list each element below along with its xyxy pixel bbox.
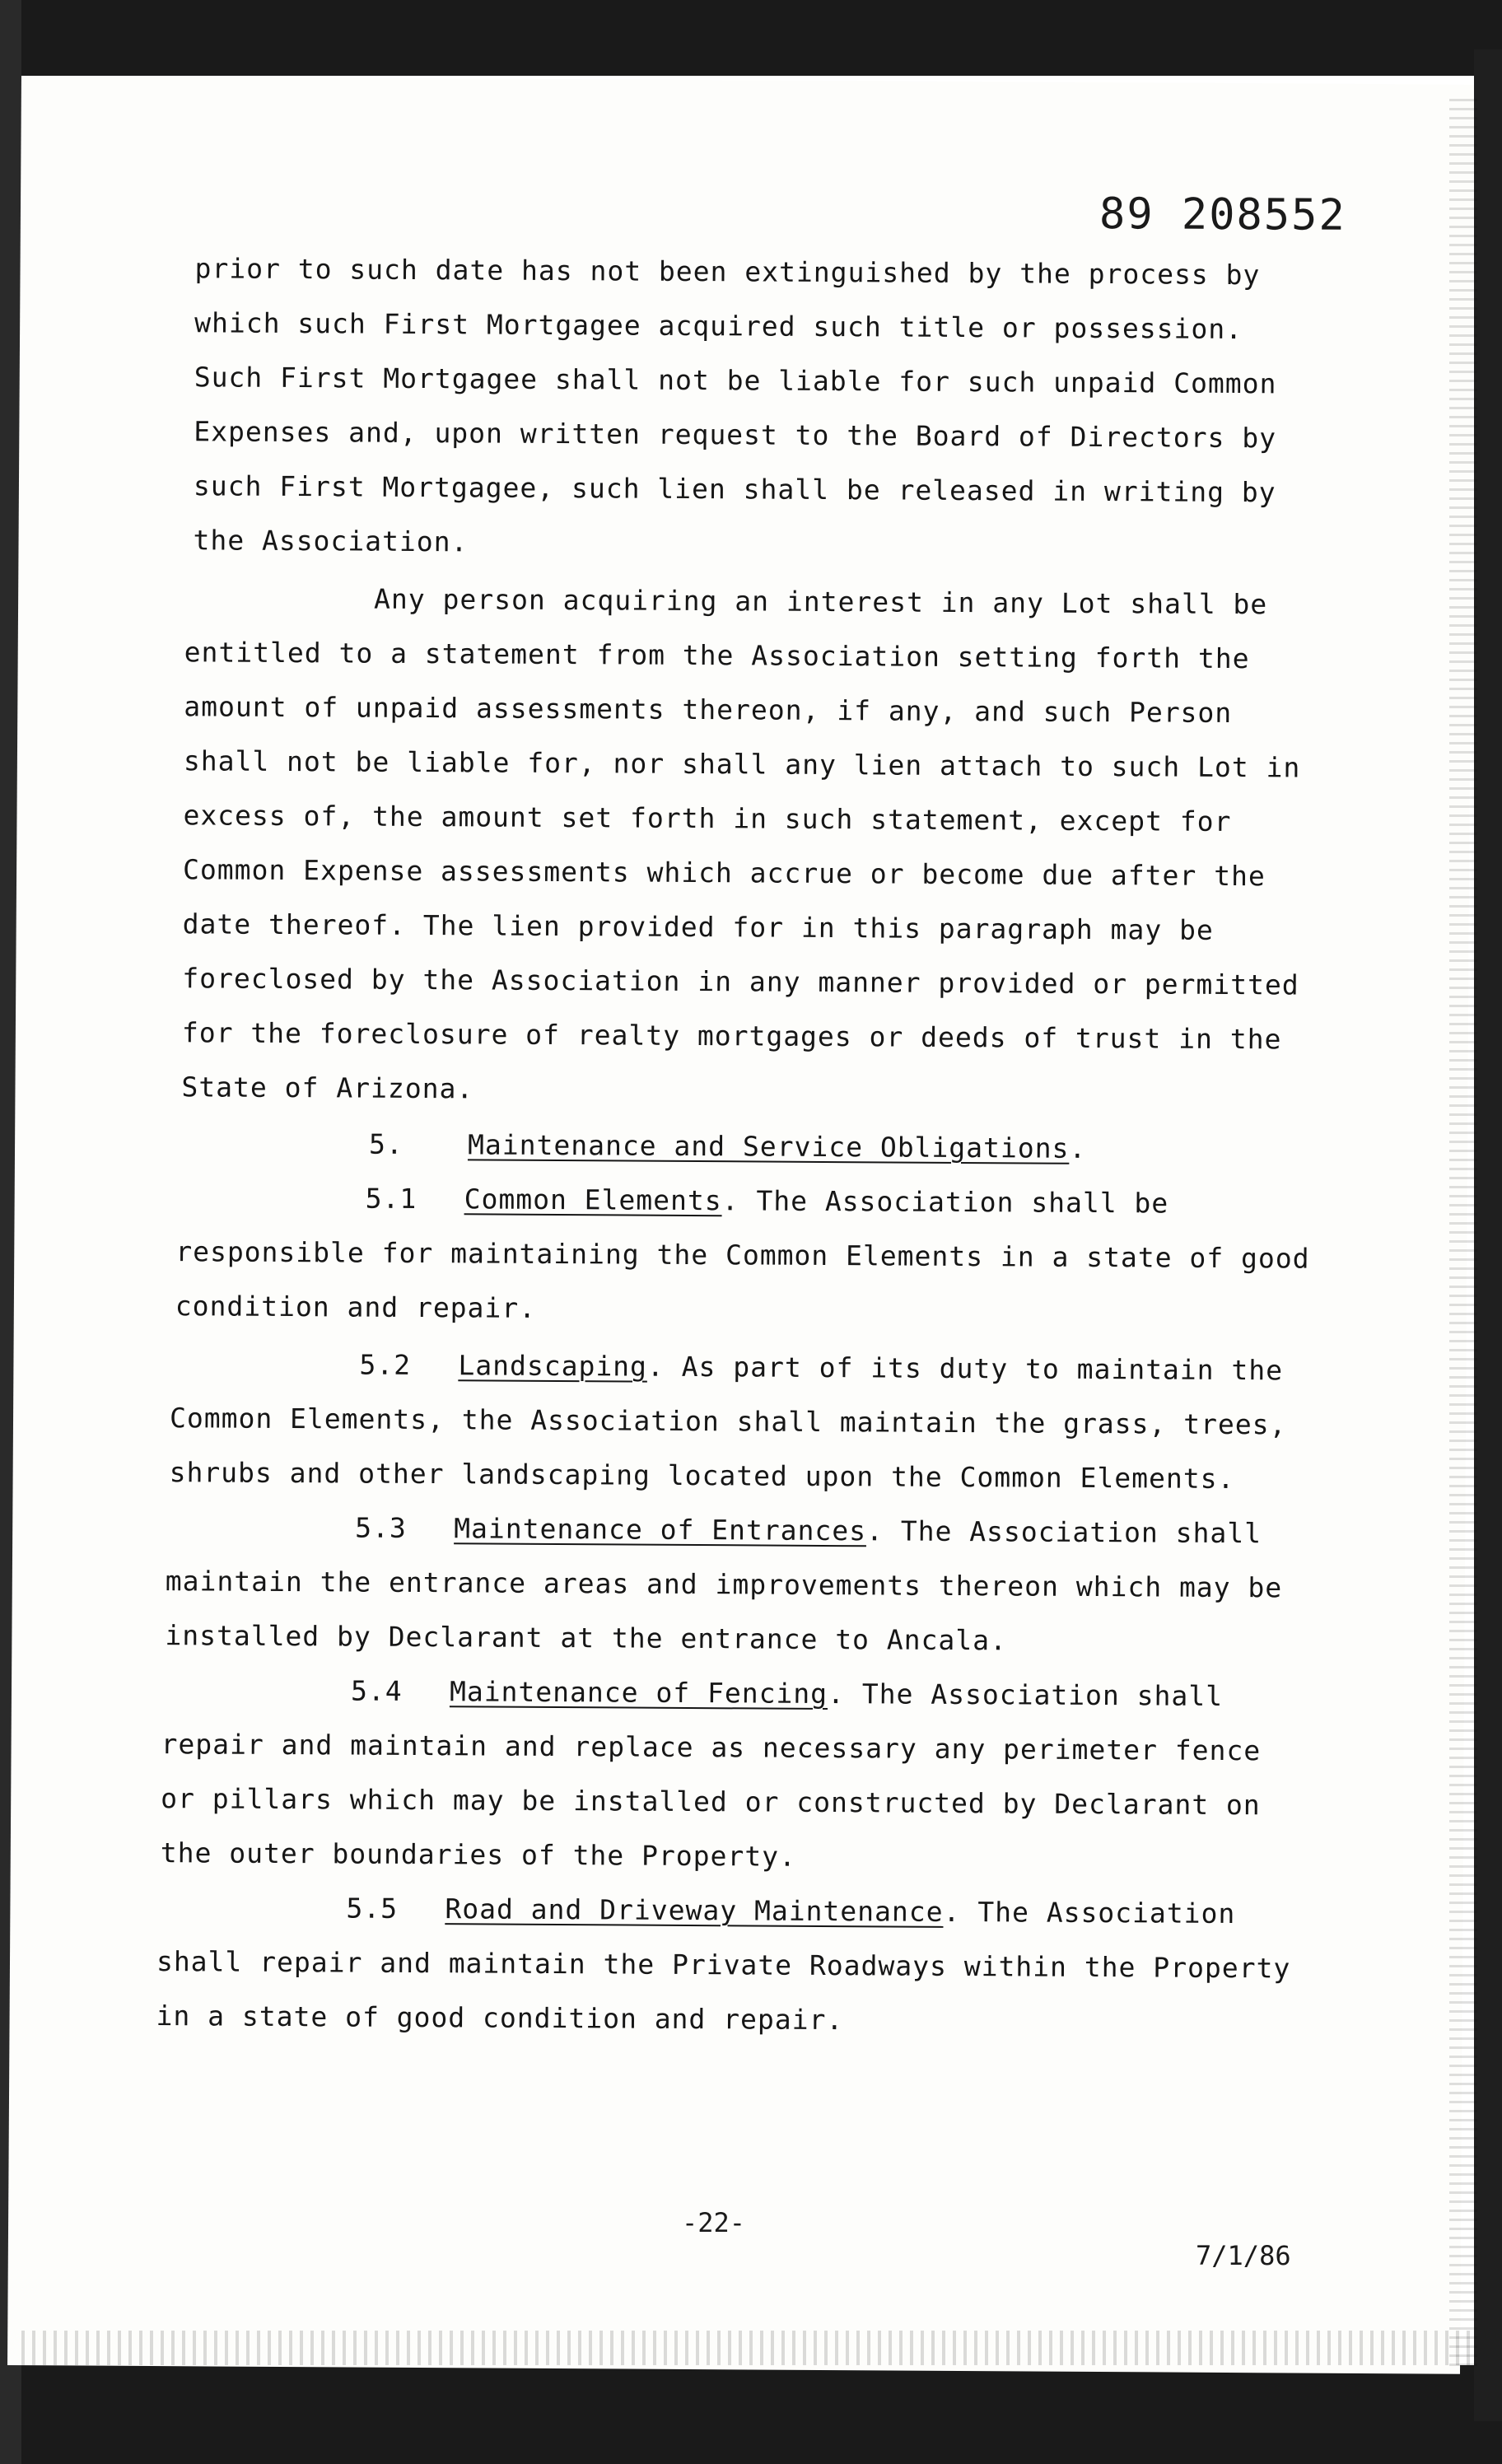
section-lead-text: . As part of its duty to maintain the: [646, 1350, 1284, 1387]
text-line: repair and maintain and replace as necessary any perimeter fence: [161, 1728, 1262, 1767]
scan-noise-right: [1449, 99, 1477, 2372]
section-number: 5.2: [359, 1348, 412, 1381]
section-number: 5.3: [355, 1511, 407, 1544]
section-5-3: [165, 1500, 1318, 1670]
section-title: Landscaping: [458, 1349, 648, 1383]
section-5-2: [169, 1337, 1322, 1507]
text-line: maintain the entrance areas and improvements thereon which may be: [165, 1565, 1283, 1604]
text-line: Such First Mortgagee shall not be liable for such unpaid Common: [194, 361, 1277, 400]
text-line: which such First Mortgagee acquired such title or possession.: [194, 306, 1243, 346]
text-line: shall not be liable for, nor shall any lien attach to such Lot in: [183, 744, 1301, 784]
scan-border-top: [0, 0, 1502, 76]
paragraph-lien-continuation: [193, 241, 1347, 575]
text-line: or pillars which may be installed or constructed by Declarant on: [161, 1782, 1261, 1822]
section-5-4: [161, 1663, 1315, 1888]
revision-date: 7/1/86: [1196, 2240, 1291, 2271]
text-line: entitled to a statement from the Association setting forth the: [184, 636, 1250, 675]
scan-border-bottom: [0, 2365, 1502, 2464]
page-number: -22-: [682, 2207, 746, 2238]
text-line: Any person acquiring an interest in any Lot shall be: [374, 582, 1268, 621]
text-line: for the foreclosure of realty mortgages or deeds of trust in the: [181, 1016, 1282, 1056]
text-line: amount of unpaid assessments thereon, if any, and such Person: [184, 690, 1233, 729]
section-title-end: .: [1069, 1132, 1087, 1164]
section-number: 5.: [368, 1127, 403, 1160]
section-title: Maintenance of Fencing: [449, 1675, 828, 1710]
text-line: date thereof. The lien provided for in this paragraph may be: [182, 908, 1214, 946]
text-line: the Association.: [193, 524, 469, 558]
text-line: shrubs and other landscaping located upon the Common Elements.: [169, 1456, 1235, 1496]
text-line: State of Arizona.: [181, 1071, 474, 1105]
section-lead-text: . The Association shall be: [721, 1184, 1169, 1220]
text-line: shall repair and maintain the Private Roadways within the Property: [156, 1945, 1291, 1985]
document-sheet: [7, 76, 1474, 2374]
text-line: installed by Declarant at the entrance to Ancala.: [165, 1619, 1008, 1657]
section-5-1: [175, 1170, 1329, 1341]
text-line: Expenses and, upon written request to the Board of Directors by: [194, 415, 1277, 455]
text-line: excess of, the amount set forth in such statement, except for: [183, 799, 1232, 838]
section-title: Common Elements: [464, 1183, 722, 1217]
scan-noise-bottom: [21, 2331, 1471, 2365]
text-line: condition and repair.: [175, 1290, 537, 1324]
section-lead-text: . The Association shall: [865, 1514, 1262, 1550]
section-title: Maintenance of Entrances: [454, 1512, 867, 1547]
scan-border-right: [1474, 49, 1502, 2421]
text-line: prior to such date has not been extinguished by the process by: [194, 252, 1261, 292]
section-number: 5.4: [350, 1674, 403, 1707]
section-title: Road and Driveway Maintenance: [445, 1892, 944, 1928]
document-number: 89 208552: [1099, 189, 1346, 240]
text-line: such First Mortgagee, such lien shall be released in writing by: [193, 469, 1276, 509]
text-line: the outer boundaries of the Property.: [160, 1836, 797, 1873]
section-5-5: [156, 1880, 1309, 2051]
section-title: Maintenance and Service Obligations: [467, 1128, 1070, 1164]
section-lead-text: . The Association: [943, 1895, 1236, 1930]
section-lead-text: . The Association shall: [827, 1678, 1224, 1712]
text-line: responsible for maintaining the Common Elements in a state of good: [175, 1235, 1310, 1275]
text-line: foreclosed by the Association in any manner provided or permitted: [182, 962, 1299, 1001]
section-5-heading: [180, 1116, 1332, 1178]
text-line: Common Expense assessments which accrue or become due after the: [182, 853, 1266, 893]
text-line: in a state of good condition and repair.: [156, 2000, 844, 2037]
paragraph-statement-of-assessments: [181, 571, 1337, 1122]
section-number: 5.5: [346, 1892, 399, 1925]
text-line: Common Elements, the Association shall maintain the grass, trees,: [169, 1402, 1287, 1441]
section-number: 5.1: [365, 1182, 417, 1215]
